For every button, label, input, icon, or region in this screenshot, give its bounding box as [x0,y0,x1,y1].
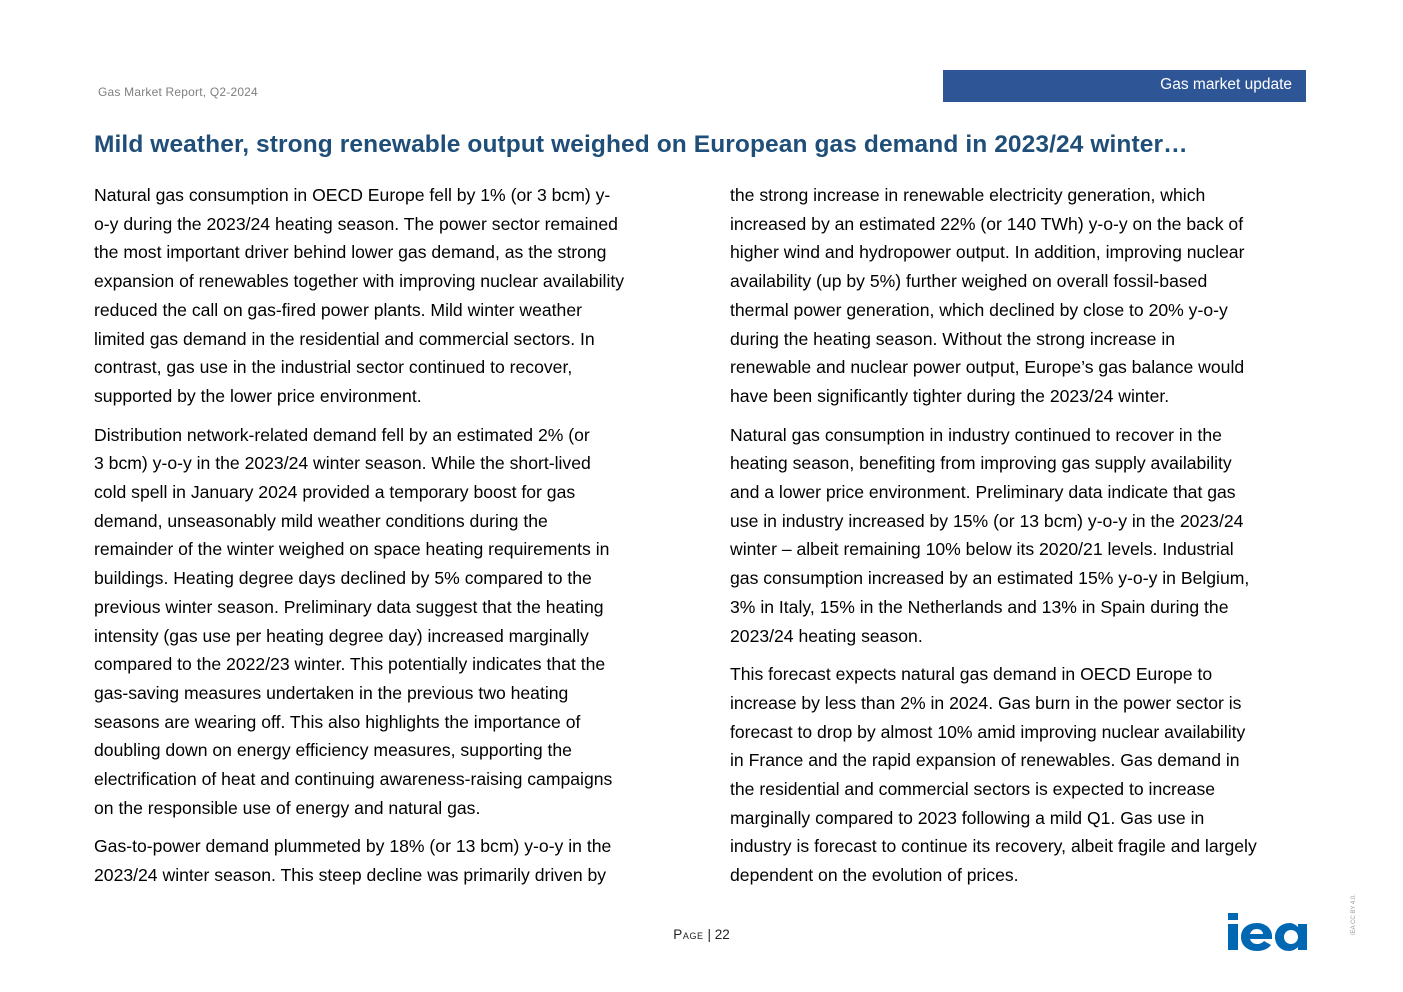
page-title: Mild weather, strong renewable output weighed on European gas demand in 2023/24 winter… [94,131,1188,158]
text-line: winter – albeit remaining 10% below its 2020/21 levels. Industrial [730,539,1234,560]
text-line: expansion of renewables together with improving nuclear availability [94,271,625,292]
text-line: during the heating season. Without the strong increase in [730,328,1176,349]
paragraph [94,421,684,823]
page-footer [0,927,1403,942]
page-number: 22 [714,927,730,942]
text-line: seasons are wearing off. This also highlights the importance of [94,711,581,732]
text-line: buildings. Heating degree days declined by 5% compared to the [94,568,592,589]
left-column [94,181,684,900]
text-line: thermal power generation, which declined by close to 20% y-o-y [730,299,1228,320]
license-note: IEA CC BY 4.0. [1351,894,1357,935]
text-line: heating season, benefiting from improving gas supply availability [730,453,1232,474]
text-line: use in industry increased by 15% (or 13 bcm) y-o-y in the 2023/24 [730,510,1244,531]
text-line: Natural gas consumption in industry continued to recover in the [730,424,1222,445]
text-line: 3% in Italy, 15% in the Netherlands and 13% in Spain during the [730,596,1229,617]
text-line: 2023/24 heating season. [730,625,923,646]
paragraph [730,421,1320,651]
paragraph [730,660,1320,890]
text-line: gas consumption increased by an estimated 15% y-o-y in Belgium, [730,568,1250,589]
text-line: gas-saving measures undertaken in the previous two heating [94,682,569,703]
text-line: higher wind and hydropower output. In addition, improving nuclear [730,242,1245,263]
paragraph [94,181,684,411]
logo-e [1241,923,1272,951]
text-line: This forecast expects natural gas demand in OECD Europe to [730,664,1213,685]
text-line: marginally compared to 2023 following a mild Q1. Gas use in [730,807,1205,828]
logo-i-dot [1228,913,1238,920]
page-label: Page [673,927,704,942]
text-line: o-y during the 2023/24 heating season. The power sector remained [94,213,618,234]
text-line: doubling down on energy efficiency measures, supporting the [94,740,572,761]
text-line: supported by the lower price environment. [94,385,422,406]
text-line: increase by less than 2% in 2024. Gas burn in the power sector is [730,692,1242,713]
text-line: compared to the 2022/23 winter. This potentially indicates that the [94,654,606,675]
text-line: electrification of heat and continuing awareness-raising campaigns [94,769,613,790]
paragraph [94,832,684,889]
text-line: Natural gas consumption in OECD Europe fell by 1% (or 3 bcm) y- [94,185,611,205]
text-line: Gas-to-power demand plummeted by 18% (or 13 bcm) y-o-y in the [94,836,612,857]
text-line: demand, unseasonably mild weather conditions during the [94,510,548,531]
text-line: reduced the call on gas-fired power plants. Mild winter weather [94,299,582,320]
text-line: contrast, gas use in the industrial sector continued to recover, [94,357,573,378]
iea-logo [1228,913,1310,955]
text-line: renewable and nuclear power output, Europe’s gas balance would [730,357,1245,378]
text-line: increased by an estimated 22% (or 140 TWh) y-o-y on the back of [730,213,1244,234]
text-line: availability (up by 5%) further weighed on overall fossil-based [730,271,1208,292]
report-name: Gas Market Report, Q2-2024 [98,85,258,99]
text-line: the most important driver behind lower gas demand, as the strong [94,242,607,263]
text-line: industry is forecast to continue its recovery, albeit fragile and largely [730,836,1257,857]
text-line: previous winter season. Preliminary data suggest that the heating [94,596,604,617]
text-line: dependent on the evolution of prices. [730,865,1019,886]
text-line: on the responsible use of energy and natural gas. [94,797,481,818]
section-tab: Gas market update [943,70,1306,102]
logo-a [1275,923,1307,951]
text-line: and a lower price environment. Preliminary data indicate that gas [730,482,1236,503]
text-line: have been significantly tighter during the 2023/24 winter. [730,385,1170,406]
right-column [730,181,1320,900]
logo-i-stem [1228,924,1238,950]
text-line: intensity (gas use per heating degree day) increased marginally [94,625,589,646]
text-line: limited gas demand in the residential and commercial sectors. In [94,328,595,349]
text-line: in France and the rapid expansion of renewables. Gas demand in [730,750,1240,771]
text-line: cold spell in January 2024 provided a temporary boost for gas [94,482,576,503]
text-line: forecast to drop by almost 10% amid improving nuclear availability [730,721,1246,742]
text-line: remainder of the winter weighed on space heating requirements in [94,539,610,560]
text-line: 2023/24 winter season. This steep decline was primarily driven by [94,865,607,886]
text-line: 3 bcm) y-o-y in the 2023/24 winter season. While the short-lived [94,453,591,474]
text-line: Distribution network-related demand fell by an estimated 2% (or [94,424,590,445]
text-line: the residential and commercial sectors is expected to increase [730,779,1216,800]
text-line: the strong increase in renewable electricity generation, which [730,185,1206,205]
paragraph [730,181,1320,411]
page-separator: | [707,927,711,942]
